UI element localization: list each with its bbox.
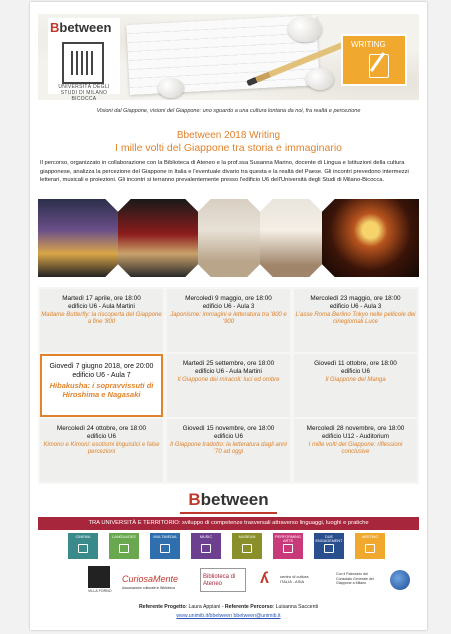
monitor-icon bbox=[160, 544, 170, 553]
pencil-icon bbox=[365, 544, 375, 553]
event-date: Mercoledì 28 novembre, ore 18:00 bbox=[306, 425, 405, 432]
event-date: Martedì 25 settembre, ore 18:00 bbox=[182, 360, 275, 367]
event-place: edificio U12 - Auditorium bbox=[321, 433, 390, 440]
event-place: edificio U6 bbox=[214, 433, 243, 440]
pencil-paper-icon bbox=[369, 54, 389, 78]
event-date: Giovedì 7 giugno 2018, ore 20:00 bbox=[49, 363, 154, 370]
event-title: Hibakusha: i sopravvissuti di Hiroshima e Nagasaki bbox=[49, 381, 154, 399]
speech-bubble-icon bbox=[119, 544, 129, 553]
event-title: Il Giappone tradotto: la letteratura dagli anni '70 ad oggi bbox=[170, 441, 287, 455]
museum-icon bbox=[242, 544, 252, 553]
photo-strip bbox=[38, 199, 419, 277]
geisha-photo bbox=[260, 199, 322, 277]
kimono-photo bbox=[198, 199, 260, 277]
event-place: edificio U6 - Aula Martini bbox=[195, 368, 262, 375]
music-note-icon bbox=[201, 544, 211, 553]
page-title: Bbetween 2018 Writing bbox=[176, 130, 281, 141]
page-subtitle: I mille volti del Giappone tra storia e immaginario bbox=[114, 142, 343, 154]
theater-mask-icon bbox=[283, 544, 293, 553]
category-icons-row bbox=[68, 533, 388, 559]
university-name: UNIVERSITÀ DEGLI STUDI DI MILANO BICOCCA bbox=[58, 84, 110, 100]
event-place: edificio U6 - Aula 7 bbox=[72, 372, 131, 379]
category-languages: LANGUAGES bbox=[109, 533, 139, 559]
event-date: Giovedì 15 novembre, ore 18:00 bbox=[182, 425, 275, 432]
event-place: edificio U6 bbox=[87, 433, 116, 440]
logo-b-letter: B bbox=[50, 20, 60, 35]
category-multimedia: MULTIMEDIA bbox=[150, 533, 180, 559]
event-card bbox=[294, 354, 417, 417]
event-title: Il Giappone del Manga bbox=[325, 376, 386, 383]
ref-name-2: : Luisanna Saccenti bbox=[272, 604, 319, 610]
event-title: L'asse Roma Berlino Tokyo nelle pellicole dei cinegiornali Luce bbox=[295, 311, 416, 325]
ref-name-1: : Laura Appiani bbox=[185, 604, 221, 610]
event-title: Madame Butterfly: la riscoperta del Giappone a fine '800 bbox=[41, 311, 162, 325]
handshake-icon bbox=[324, 544, 334, 553]
event-card bbox=[40, 289, 163, 352]
consulate-emblem bbox=[390, 566, 412, 596]
temple-photo bbox=[118, 199, 198, 277]
japan-emblem-icon bbox=[390, 570, 410, 590]
city-night-photo bbox=[38, 199, 118, 277]
category-writing: WRITING bbox=[355, 533, 385, 559]
writing-label: WRITING bbox=[351, 40, 386, 49]
territory-band: TRA UNIVERSITÀ E TERRITORIO: sviluppo di competenze trasversali attraverso linguaggi, luoghi e pratiche bbox=[38, 517, 419, 530]
event-date: Mercoledì 9 maggio, ore 18:00 bbox=[185, 295, 272, 302]
event-card bbox=[294, 289, 417, 352]
bbetween-logo bbox=[48, 18, 120, 100]
event-card bbox=[167, 354, 290, 417]
logo-underline bbox=[180, 512, 277, 514]
event-card bbox=[167, 289, 290, 352]
event-date: Mercoledì 24 ottobre, ore 18:00 bbox=[56, 425, 147, 432]
footer-logo-b: B bbox=[188, 490, 201, 509]
event-card bbox=[294, 419, 417, 482]
biblioteca-logo: Biblioteca di Ateneo bbox=[200, 566, 250, 596]
event-date: Martedì 17 aprile, ore 18:00 bbox=[62, 295, 141, 302]
poster-page bbox=[30, 2, 427, 630]
event-title: I mille volti del Giappone: riflessioni conclusive bbox=[308, 441, 403, 455]
crumpled-paper-image bbox=[288, 16, 322, 42]
partner-logos bbox=[88, 566, 413, 596]
event-date: Giovedì 11 ottobre, ore 18:00 bbox=[314, 360, 397, 367]
event-title: Japonisme: immagini e letteratura tra '800 e '900 bbox=[170, 311, 287, 325]
villa-forno-emblem-icon bbox=[88, 566, 110, 588]
event-card bbox=[40, 419, 163, 482]
event-date: Mercoledì 23 maggio, ore 18:00 bbox=[310, 295, 401, 302]
crumpled-paper-image bbox=[306, 68, 334, 90]
lanterns-photo bbox=[322, 199, 419, 277]
curiosamente-logo: CuriosaMente Associazione culturale in Biblioteca bbox=[122, 574, 179, 590]
event-place: edificio U6 - Aula 3 bbox=[329, 303, 382, 310]
villa-forno-logo: VILLA FORNO bbox=[88, 566, 110, 596]
ref-label-1: Referente Progetto bbox=[138, 604, 186, 610]
tagline: Visioni dal Giappone, visioni del Giappone: uno sguardo a una cultura lontana da noi, fra realtà e percezione bbox=[96, 108, 361, 114]
category-performing-arts: PERFORMING ARTS bbox=[273, 533, 303, 559]
consolato-patrocinio: Con il Patrocinio del Consolato Generale del Giappone a Milano bbox=[336, 572, 374, 585]
footer-bbetween-logo bbox=[30, 490, 427, 510]
footer-logo-rest: between bbox=[200, 490, 269, 509]
event-title: Kimono e Kimoni: esotismi linguistici e false percezioni bbox=[43, 441, 160, 455]
logo-rest: between bbox=[59, 20, 112, 35]
event-place: edificio U6 bbox=[341, 368, 370, 375]
event-card bbox=[167, 419, 290, 482]
italia-asia-emblem-icon: ʎ bbox=[260, 570, 269, 587]
intro-paragraph: Il percorso, organizzato in collaborazione con la Biblioteca di Ateneo e la prof.ssa Susanna Marino, docente di Lingua e Istituzioni della cultura giapponese, analizza la percezione del Giappone in Italia e l'eventuale divario tra questa e la realtà del Paese. Gli incontri prevedono intermezzi letterari, musicali e proiezioni. Gli incontri si terranno prevalentemente presso l'edificio U6 dell'Università degli Studi di Milano-Bicocca. bbox=[40, 160, 409, 183]
university-seal-icon bbox=[62, 42, 104, 84]
category-museum: MUSEUM bbox=[232, 533, 262, 559]
ref-label-2: Referente Percorso bbox=[224, 604, 273, 610]
centro-italia-asia-logo: ʎ centro di cultura ITALIA - ASIA bbox=[260, 570, 309, 587]
category-due-engagement: DUE ENGAGEMENT bbox=[314, 533, 344, 559]
crumpled-paper-image bbox=[158, 78, 184, 98]
referents-line: Referente Progetto: Laura Appiani - Referente Percorso: Luisanna Saccenti bbox=[138, 604, 319, 610]
event-title: Il Giappone dei miracoli: luci ed ombre bbox=[177, 376, 280, 383]
header-banner bbox=[38, 14, 419, 100]
event-card-highlighted bbox=[40, 354, 163, 417]
film-icon bbox=[78, 544, 88, 553]
contact-links[interactable]: www.unimib.it/bbetween bbetween@unimib.it bbox=[176, 613, 281, 619]
category-cinema: CINEMA bbox=[68, 533, 98, 559]
event-place: edificio U6 - Aula Martini bbox=[68, 303, 135, 310]
events-grid bbox=[38, 287, 419, 484]
writing-category-badge bbox=[341, 34, 407, 86]
event-place: edificio U6 - Aula 3 bbox=[202, 303, 255, 310]
category-music: MUSIC bbox=[191, 533, 221, 559]
